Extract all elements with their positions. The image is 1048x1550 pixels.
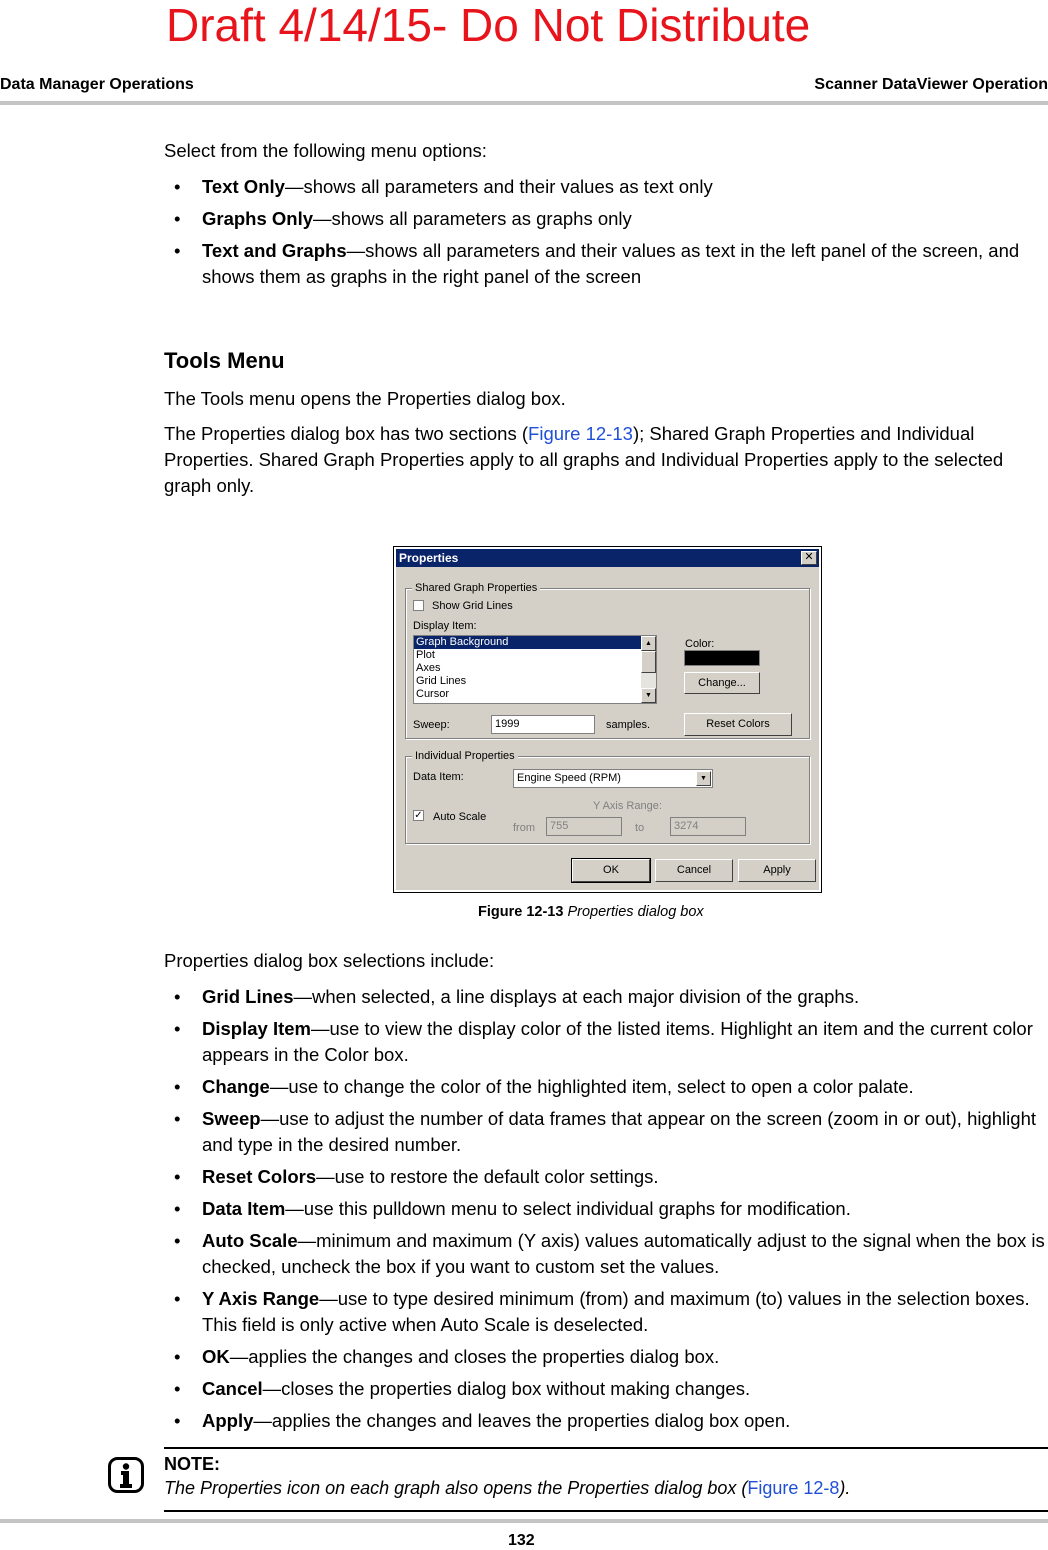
desc: —when selected, a line displays at each major division of the graphs. — [293, 986, 860, 1007]
list-item[interactable]: Grid Lines — [416, 675, 467, 687]
caption-text: Properties dialog box — [563, 904, 704, 920]
props-lead: Properties dialog box selections include: — [164, 950, 495, 971]
bullet: • — [174, 1288, 181, 1309]
bullet: • — [174, 1108, 181, 1129]
desc: —use to view the display color of the listed items. Highlight an item and the current color appears in the Color box. — [202, 1018, 1033, 1065]
apply-button[interactable]: Apply — [738, 859, 816, 882]
list-item — [164, 174, 1048, 200]
shared-graph-properties-group — [405, 582, 810, 739]
group-label: Individual Properties — [412, 750, 518, 762]
scroll-up-icon[interactable]: ▲ — [641, 636, 656, 651]
display-item-list[interactable] — [413, 635, 657, 704]
note-body: The Properties icon on each graph also opens the Properties dialog box ( — [164, 1478, 748, 1498]
to-label: to — [635, 822, 645, 834]
y-axis-range-label: Y Axis Range: — [593, 800, 662, 812]
dialog-title: Properties — [399, 551, 459, 565]
header-section-title: Data Manager Operations — [0, 76, 194, 93]
group-label: Shared Graph Properties — [412, 582, 540, 594]
term: Data Item — [202, 1198, 286, 1219]
bullet: • — [174, 1166, 181, 1187]
header-rule — [0, 101, 1048, 105]
desc: —use this pulldown menu to select individual graphs for modification. — [285, 1198, 851, 1219]
show-grid-lines-label: Show Grid Lines — [432, 600, 513, 612]
note-text — [164, 1478, 850, 1499]
properties-dialog — [396, 549, 819, 890]
note-body: ). — [839, 1478, 851, 1498]
change-button[interactable]: Change... — [684, 672, 760, 694]
bullet: • — [174, 986, 181, 1007]
list-item — [164, 1074, 1048, 1100]
sweep-label: Sweep: — [413, 719, 450, 731]
bullet: • — [174, 1346, 181, 1367]
ok-button[interactable]: OK — [572, 859, 650, 882]
desc: —shows all parameters and their values as text only — [284, 176, 713, 197]
from-label: from — [513, 822, 535, 834]
list-item — [164, 1016, 1048, 1068]
selected-value: Engine Speed (RPM) — [517, 772, 621, 784]
figure-link[interactable]: Figure 12-8 — [747, 1478, 840, 1498]
list-item — [164, 1344, 1048, 1370]
desc: —shows all parameters as graphs only — [313, 208, 632, 229]
term: Graphs Only — [202, 208, 314, 229]
to-input[interactable]: 3274 — [670, 817, 746, 836]
bullet: • — [174, 208, 181, 229]
chevron-down-icon[interactable]: ▼ — [696, 771, 711, 786]
list-item — [164, 1164, 1048, 1190]
tools-para-2 — [164, 421, 1048, 499]
desc: —use to type desired minimum (from) and maximum (to) values in the selection boxes. This field is only active when Auto Scale is deselected. — [202, 1288, 1030, 1335]
bullet: • — [174, 240, 181, 261]
desc: —minimum and maximum (Y axis) values automatically adjust to the signal when the box is checked, uncheck the box if you want to custom set the values. — [202, 1230, 1045, 1277]
bullet: • — [174, 1410, 181, 1431]
list-item — [164, 1106, 1048, 1158]
page-number: 132 — [508, 1532, 535, 1549]
list-item[interactable]: Cursor — [416, 688, 450, 700]
auto-scale-checkbox[interactable]: ✓ — [414, 810, 423, 821]
term: Text and Graphs — [202, 240, 347, 261]
term: Grid Lines — [202, 986, 294, 1007]
list-item[interactable]: Graph Background — [414, 636, 656, 649]
section-heading: Tools Menu — [164, 348, 285, 373]
para-text: ); Shared Graph Properties and Individual Properties. Shared Graph Properties apply to all graphs and Individual Properties apply to the selected graph only. — [164, 423, 1004, 496]
tools-para-1: The Tools menu opens the Properties dialog box. — [164, 388, 566, 409]
reset-colors-button[interactable]: Reset Colors — [684, 713, 792, 736]
note-rule-bottom — [164, 1510, 1048, 1512]
color-swatch — [684, 650, 760, 666]
draft-watermark: Draft 4/14/15- Do Not Distribute — [166, 0, 811, 51]
sweep-input[interactable]: 1999 — [491, 715, 595, 734]
display-item-label: Display Item: — [413, 620, 477, 632]
desc: —applies the changes and closes the properties dialog box. — [229, 1346, 720, 1367]
figure-caption — [478, 904, 704, 920]
properties-selections-section — [164, 948, 1048, 1440]
properties-list — [164, 984, 1048, 1434]
term: Change — [202, 1076, 270, 1097]
close-icon[interactable]: ✕ — [801, 551, 817, 565]
color-label: Color: — [685, 638, 715, 650]
desc: —use to restore the default color settings. — [316, 1166, 659, 1187]
properties-dialog-figure — [393, 546, 822, 893]
from-input[interactable]: 755 — [546, 817, 622, 836]
desc: —applies the changes and leaves the properties dialog box open. — [253, 1410, 791, 1431]
list-item — [164, 238, 1048, 290]
term: Y Axis Range — [202, 1288, 320, 1309]
auto-scale-label: Auto Scale — [433, 811, 487, 823]
list-item — [164, 1228, 1048, 1280]
para-text: The Properties dialog box has two sections ( — [164, 423, 529, 444]
term: OK — [202, 1346, 230, 1367]
term: Apply — [202, 1410, 254, 1431]
list-item[interactable]: Axes — [416, 662, 441, 674]
desc: —use to adjust the number of data frames that appear on the screen (zoom in or out), highlight and type in the desired number. — [202, 1108, 1036, 1155]
list-item — [164, 1196, 1048, 1222]
list-scrollbar[interactable] — [641, 636, 656, 703]
note-heading: NOTE: — [164, 1454, 220, 1474]
scroll-down-icon[interactable]: ▼ — [641, 688, 656, 703]
term: Reset Colors — [202, 1166, 317, 1187]
bullet: • — [174, 1378, 181, 1399]
list-item — [164, 1408, 1048, 1434]
bullet: • — [174, 1230, 181, 1251]
data-item-select[interactable] — [513, 769, 713, 788]
tools-menu-section — [164, 346, 1048, 508]
menu-options-list — [164, 174, 1048, 290]
samples-label: samples. — [606, 719, 651, 731]
figure-link[interactable]: Figure 12-13 — [528, 423, 633, 444]
footer-rule — [0, 1519, 1048, 1523]
show-grid-lines-checkbox[interactable] — [413, 600, 424, 611]
individual-properties-group — [405, 750, 810, 844]
desc: —shows all parameters and their values as text in the left panel of the screen, and shows them as graphs in the right panel of the screen — [202, 240, 1020, 287]
list-item — [164, 984, 1048, 1010]
list-item[interactable]: Plot — [416, 649, 435, 661]
term: Text Only — [202, 176, 285, 197]
scroll-thumb[interactable] — [641, 651, 656, 673]
note-rule-top — [164, 1447, 1048, 1449]
menu-options-section — [164, 138, 1048, 296]
info-icon — [108, 1457, 144, 1493]
desc: —use to change the color of the highlighted item, select to open a color palate. — [269, 1076, 914, 1097]
term: Auto Scale — [202, 1230, 298, 1251]
data-item-label: Data Item: — [413, 771, 464, 783]
bullet: • — [174, 176, 181, 197]
intro-lead: Select from the following menu options: — [164, 140, 487, 161]
caption-number: Figure 12-13 — [478, 904, 564, 920]
list-item — [164, 1286, 1048, 1338]
term: Sweep — [202, 1108, 261, 1129]
dialog-title-bar — [396, 549, 819, 567]
cancel-button[interactable]: Cancel — [655, 859, 733, 882]
bullet: • — [174, 1018, 181, 1039]
bullet: • — [174, 1076, 181, 1097]
term: Cancel — [202, 1378, 263, 1399]
bullet: • — [174, 1198, 181, 1219]
list-item — [164, 1376, 1048, 1402]
list-item — [164, 206, 1048, 232]
term: Display Item — [202, 1018, 311, 1039]
header-chapter-title: Scanner DataViewer Operation — [814, 76, 1048, 93]
desc: —closes the properties dialog box without making changes. — [262, 1378, 751, 1399]
